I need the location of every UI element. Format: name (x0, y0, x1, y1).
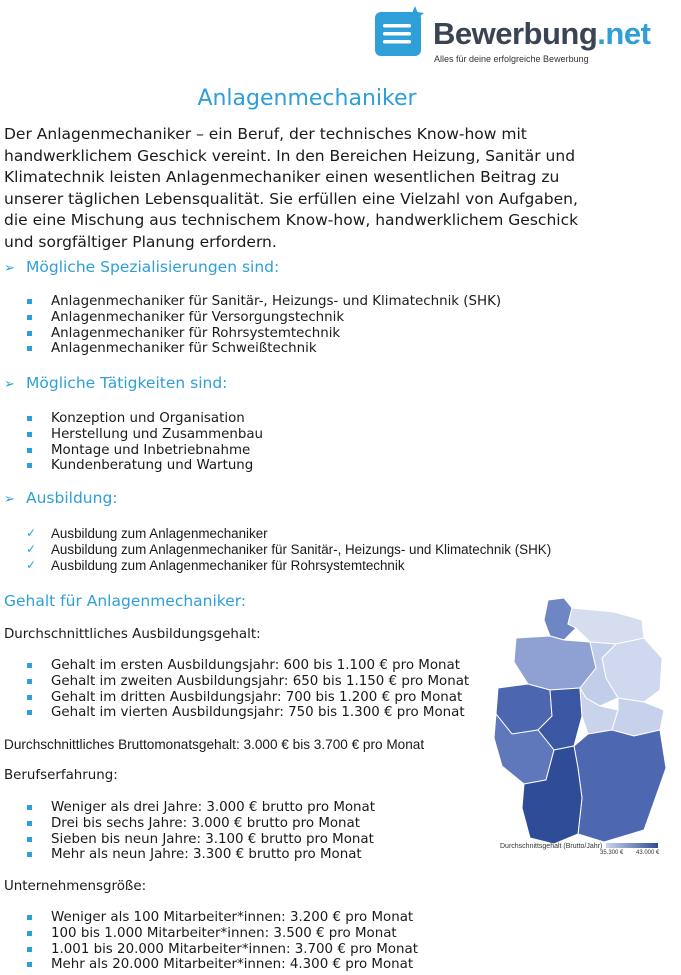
bullet-square-icon (27, 448, 32, 453)
list-item: Anlagenmechaniker für Versorgungstechnik (0, 310, 501, 326)
list-item: 1.001 bis 20.000 Mitarbeiter*innen: 3.700 € pro Monat (0, 942, 418, 958)
bullet-square-icon (27, 710, 32, 715)
brand-name: Bewerbung.net (433, 16, 651, 51)
list-item: Sieben bis neun Jahre: 3.100 € brutto pro Monat (0, 832, 375, 848)
chevron-right-icon: ➢ (4, 492, 15, 507)
list-item: Anlagenmechaniker für Schweißtechnik (0, 341, 501, 357)
bullet-square-icon (27, 947, 32, 952)
heading-ausbildung: ➢ Ausbildung: (4, 489, 118, 507)
bullet-square-icon (27, 852, 32, 857)
region-bavaria (574, 730, 666, 842)
label-unternehmensgroesse: Unternehmensgröße: (4, 879, 147, 894)
list-item: 100 bis 1.000 Mitarbeiter*innen: 3.500 € pro Monat (0, 926, 418, 942)
chevron-right-icon: ➢ (4, 261, 15, 276)
list-item: Weniger als drei Jahre: 3.000 € brutto pro Monat (0, 800, 375, 816)
list-spezialisierungen (0, 294, 501, 357)
bullet-square-icon (27, 331, 32, 336)
bullet-square-icon (27, 416, 32, 421)
checkmark-icon: ✓ (26, 557, 37, 572)
list-item: Herstellung und Zusammenbau (0, 427, 263, 443)
list-item: Gehalt im zweiten Ausbildungsjahr: 650 bis 1.150 € pro Monat (0, 674, 469, 690)
brand-logo (375, 4, 681, 66)
list-item: Weniger als 100 Mitarbeiter*innen: 3.200 € pro Monat (0, 910, 418, 926)
list-item: Anlagenmechaniker für Rohrsystemtechnik (0, 326, 501, 342)
list-ausbildungsgehalt (0, 658, 469, 721)
list-item: ✓ Ausbildung zum Anlagenmechaniker (26, 526, 268, 541)
label-bruttogehalt: Durchschnittliches Bruttomonatsgehalt: 3.000 € bis 3.700 € pro Monat (4, 737, 425, 752)
list-item: Gehalt im vierten Ausbildungsjahr: 750 bis 1.300 € pro Monat (0, 705, 469, 721)
page-title: Anlagenmechaniker (197, 86, 417, 111)
list-item: ✓ Ausbildung zum Anlagenmechaniker für Sanitär-, Heizungs- und Klimatechnik (SHK) (26, 541, 552, 557)
list-item: Konzeption und Organisation (0, 411, 263, 427)
list-unternehmensgroesse (0, 910, 418, 973)
list-item: Mehr als 20.000 Mitarbeiter*innen: 4.300 € pro Monat (0, 957, 418, 973)
bullet-square-icon (27, 346, 32, 351)
list-item: Kundenberatung und Wartung (0, 458, 263, 474)
list-taetigkeiten (0, 411, 263, 474)
list-berufserfahrung (0, 800, 375, 863)
checkmark-icon: ✓ (26, 541, 37, 556)
checkmark-icon: ✓ (26, 526, 37, 540)
region-lower-saxony (514, 636, 596, 690)
bullet-square-icon (27, 837, 32, 842)
brand-tagline: Alles für deine erfolgreiche Bewerbung (434, 54, 589, 64)
heading-gehalt: Gehalt für Anlagenmechaniker: (4, 592, 247, 610)
bullet-square-icon (27, 299, 32, 304)
germany-salary-map (494, 598, 672, 860)
list-item: ✓ Ausbildung zum Anlagenmechaniker für Rohrsystemtechnik (26, 557, 405, 573)
bullet-square-icon (27, 821, 32, 826)
map-scale-min: 35.300 € (600, 850, 624, 856)
map-legend-label: Durchschnittsgehalt (Brutto/Jahr) (500, 843, 603, 850)
list-item: Mehr als neun Jahre: 3.300 € brutto pro Monat (0, 847, 375, 863)
bullet-square-icon (27, 679, 32, 684)
bullet-square-icon (27, 315, 32, 320)
label-ausbildungsgehalt: Durchschnittliches Ausbildungsgehalt: (4, 627, 261, 642)
chevron-right-icon: ➢ (4, 377, 15, 392)
bullet-square-icon (27, 663, 32, 668)
bullet-square-icon (27, 432, 32, 437)
list-item: Anlagenmechaniker für Sanitär-, Heizungs- und Klimatechnik (SHK) (0, 294, 501, 310)
region-northeast (568, 608, 644, 644)
list-item: Drei bis sechs Jahre: 3.000 € brutto pro Monat (0, 816, 375, 832)
bullet-square-icon (27, 695, 32, 700)
list-item: Gehalt im ersten Ausbildungsjahr: 600 bis 1.100 € pro Monat (0, 658, 469, 674)
heading-taetigkeiten: ➢ Mögliche Tätigkeiten sind: (4, 374, 228, 392)
label-berufserfahrung: Berufserfahrung: (4, 768, 118, 783)
heading-spezialisierungen: ➢ Mögliche Spezialisierungen sind: (4, 258, 280, 276)
list-item: Montage und Inbetriebnahme (0, 443, 263, 459)
bullet-square-icon (27, 915, 32, 920)
bullet-square-icon (27, 931, 32, 936)
document-star-icon (375, 6, 427, 58)
intro-paragraph: Der Anlagenmechaniker – ein Beruf, der technisches Know-how mit handwerklichem Geschick vereint. In den Bereichen Heizung, Sanitär und Klimatechnik leisten Anlagenmechaniker einen wesentlichen Beitrag zu unserer täglichen Lebensqualität. Sie erfüllen eine Vielzahl von Aufgaben, die eine Mischung aus technischem Know-how, handwerklichem Geschick und sorgfältiger Planung erfordern. (4, 125, 579, 251)
list-ausbildung (0, 526, 551, 573)
map-color-scale (606, 843, 658, 848)
bullet-square-icon (27, 463, 32, 468)
region-saxony (612, 698, 664, 736)
bullet-square-icon (27, 805, 32, 810)
map-scale-max: 43.000 € (636, 850, 660, 856)
bullet-square-icon (27, 962, 32, 967)
list-item: Gehalt im dritten Ausbildungsjahr: 700 bis 1.200 € pro Monat (0, 690, 469, 706)
